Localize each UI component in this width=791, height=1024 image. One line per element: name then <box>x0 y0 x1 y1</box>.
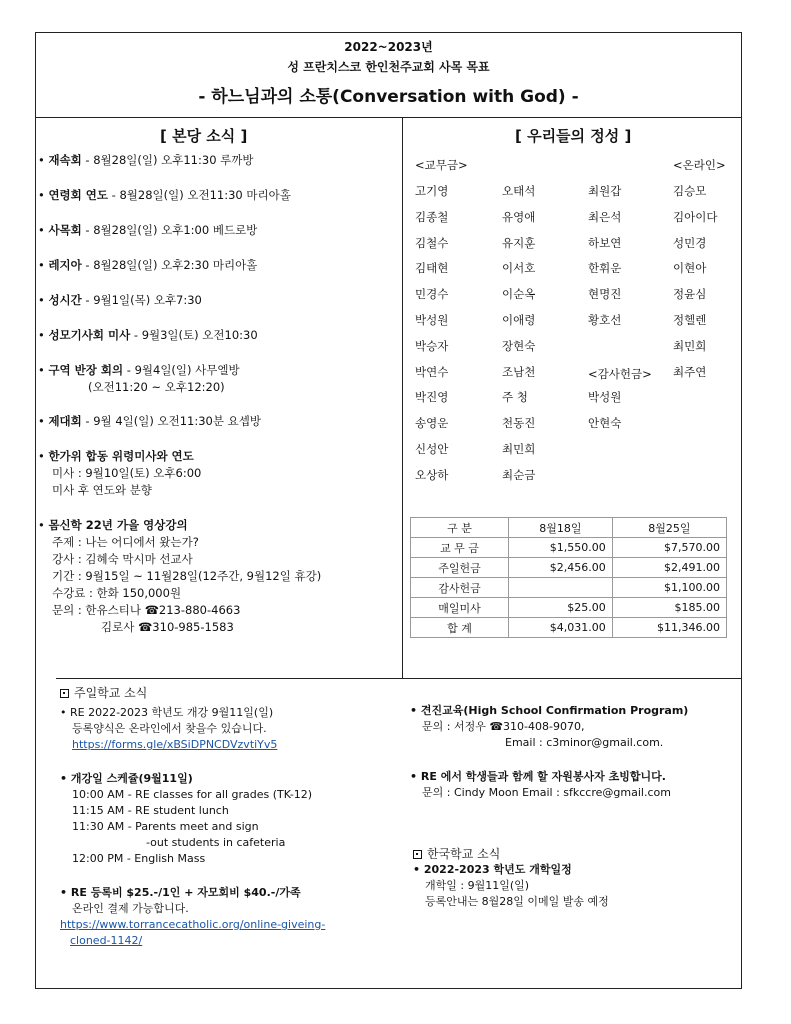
sunday-school-section <box>60 685 390 949</box>
donor-name: 오상하 <box>415 467 449 482</box>
list-item: • 개강일 스케쥴(9월11일) <box>60 772 193 785</box>
table-row: 주일헌금 $2,456.00 $2,491.00 <box>411 558 727 578</box>
donor-name: 이현아 <box>673 261 707 276</box>
table-header-row: 구 분 8월18일 8월25일 <box>411 518 727 538</box>
donor-name: 김철수 <box>415 235 449 250</box>
donor-name: 현명진 <box>588 287 622 302</box>
donor-name: 신성안 <box>415 442 449 456</box>
label-gyomu: <교무금> <box>415 158 468 172</box>
news-item: • 레지아 - 8월28일(일) 오후2:30 마리아홀 <box>38 258 258 272</box>
donor-name: 김아이다 <box>673 209 718 224</box>
donor-name: 김종철 <box>415 209 449 224</box>
donor-name: 최은석 <box>588 209 622 224</box>
news-item: • 사목회 - 8월28일(일) 오후1:00 베드로방 <box>38 223 258 237</box>
table-row: 교 무 금 $1,550.00 $7,570.00 <box>411 538 727 558</box>
news-item: • 성모기사회 미사 - 9월3일(토) 오전10:30 <box>38 328 258 342</box>
donor-name: 천동진 <box>502 416 536 431</box>
table-row: 매일미사 $25.00 $185.00 <box>411 598 727 618</box>
schedule-line: 10:00 AM - RE classes for all grades (TK-12) <box>72 788 313 801</box>
header-theme: - 하느님과의 소통(Conversation with God) - <box>198 87 579 107</box>
checkbox-icon <box>60 689 69 698</box>
label-gamsa: <감사헌금> <box>588 367 652 381</box>
donor-name: 최민희 <box>502 442 536 456</box>
list-item: • 견진교육(High School Confirmation Program) <box>410 704 689 717</box>
schedule-line: 12:00 PM - English Mass <box>72 852 206 865</box>
donor-name: 고기영 <box>415 184 449 198</box>
donor-name: 박승자 <box>415 338 449 353</box>
payment-note: 온라인 결제 가능합니다. <box>72 902 189 915</box>
donor-name: 박연수 <box>415 364 449 379</box>
news-item: • 몸신학 22년 가을 영상강의 주제 : 나는 어디에서 왔는가? 강사 : 김혜숙 막시마 선교사 기간 : 9월15일 ~ 11월28일(12주간, 9월12일 휴강) 수강료 : 한화 150,000원 문의 : 한유스티나 ☎213-880-4663 김로사 ☎310-985-1583 <box>38 518 322 634</box>
donor-name: 성민경 <box>673 235 707 250</box>
school-registration-note: 등록안내는 8월28일 이메일 발송 예정 <box>425 895 609 908</box>
payment-link-cont[interactable]: cloned-1142/ <box>70 934 143 947</box>
donor-name: 송영운 <box>415 416 449 431</box>
donor-name: 박진영 <box>415 390 449 405</box>
donor-name: 이순옥 <box>502 287 536 302</box>
news-item: • 연령회 연도 - 8월28일(일) 오전11:30 마리아홀 <box>38 188 291 202</box>
news-item: • 재속회 - 8월28일(일) 오후11:30 루까방 <box>38 153 254 167</box>
school-start-date: 개학일 : 9월11일(일) <box>425 879 530 892</box>
section-divider <box>56 678 742 679</box>
donor-name: 이애령 <box>502 313 536 327</box>
donor-name: 정윤심 <box>673 287 707 302</box>
offering-table <box>410 517 727 638</box>
donor-name: 이서호 <box>502 261 536 276</box>
parish-news-list <box>38 152 398 636</box>
donor-name: 한휘운 <box>588 261 622 276</box>
schedule-line: 11:15 AM - RE student lunch <box>72 804 229 817</box>
list-item: • RE 등록비 $25.-/1인 + 자모회비 $40.-/가족 <box>60 886 301 899</box>
donor-name: 김승모 <box>673 184 707 198</box>
donor-name: 장현숙 <box>502 338 536 353</box>
list-item: • RE 에서 학생들과 함께 할 자원봉사자 초빙합니다. <box>410 770 666 783</box>
donor-name: 김태현 <box>415 261 449 276</box>
korean-school-section <box>413 846 738 910</box>
donor-name: 하보연 <box>588 235 622 250</box>
label-online: <온라인> <box>673 158 726 172</box>
news-item: • 제대회 - 9월 4일(일) 오전11:30분 요셉방 <box>38 414 261 428</box>
donor-name: 민경수 <box>415 287 449 302</box>
list-item: • 2022-2023 학년도 개학일정 <box>413 863 572 876</box>
news-item: • 한가위 합동 위령미사와 연도 미사 : 9월10일(토) 오후6:00 미사 후 연도와 분향 <box>38 449 202 497</box>
donor-name: 정헬렌 <box>673 313 707 327</box>
donor-name: 오태석 <box>502 184 536 198</box>
offerings-title: [ 우리들의 정성 ] <box>515 127 632 145</box>
news-item: • 성시간 - 9월1일(목) 오후7:30 <box>38 293 202 307</box>
korean-school-title: 한국학교 소식 <box>413 846 738 862</box>
donor-name: 조남천 <box>502 364 536 379</box>
donor-name: 최원갑 <box>588 184 622 198</box>
checkbox-icon <box>413 850 422 859</box>
confirmation-section <box>410 703 735 801</box>
donor-name: 박성원 <box>415 313 449 327</box>
schedule-line: -out students in cafeteria <box>146 836 286 849</box>
column-divider <box>402 118 403 678</box>
header-year: 2022~2023년 <box>344 40 433 54</box>
confirmation-email: Email : c3minor@gmail.com. <box>505 736 664 749</box>
table-row: 감사헌금 $1,100.00 <box>411 578 727 598</box>
table-row: 합 계 $4,031.00 $11,346.00 <box>411 618 727 638</box>
donor-name: 최민희 <box>673 338 707 353</box>
registration-note: 등록양식은 온라인에서 찾을수 있습니다. <box>72 722 267 735</box>
registration-form-link[interactable]: https://forms.gle/xBSiDPNCDVzvtiYv5 <box>72 738 278 751</box>
schedule-line: 11:30 AM - Parents meet and sign <box>72 820 259 833</box>
volunteer-contact: 문의 : Cindy Moon Email : sfkccre@gmail.com <box>422 786 671 799</box>
donor-name: 안현숙 <box>588 416 622 431</box>
donor-name: 박성원 <box>588 390 622 405</box>
payment-link[interactable]: https://www.torrancecatholic.org/online-giveing- <box>60 918 326 931</box>
bulletin-header <box>35 32 742 118</box>
donor-name: 주 청 <box>502 390 528 405</box>
donor-name: 최순금 <box>502 467 536 482</box>
donor-name: 최주연 <box>673 364 707 379</box>
sunday-school-title: 주일학교 소식 <box>60 685 390 701</box>
header-parish-goal: 성 프란치스코 한인천주교회 사목 목표 <box>287 60 490 74</box>
donor-name: 황호선 <box>588 313 622 327</box>
confirmation-contact: 문의 : 서정우 ☎310-408-9070, <box>422 720 585 733</box>
donor-name: 유영애 <box>502 209 536 224</box>
parish-news-title: [ 본당 소식 ] <box>160 127 248 145</box>
news-item: • 구역 반장 회의 - 9월4일(일) 사무엘방 (오전11:20 ~ 오후12:20) <box>38 363 240 394</box>
list-item: • RE 2022-2023 학년도 개강 9월11일(일) <box>60 706 274 719</box>
donor-name: 유지훈 <box>502 235 536 250</box>
